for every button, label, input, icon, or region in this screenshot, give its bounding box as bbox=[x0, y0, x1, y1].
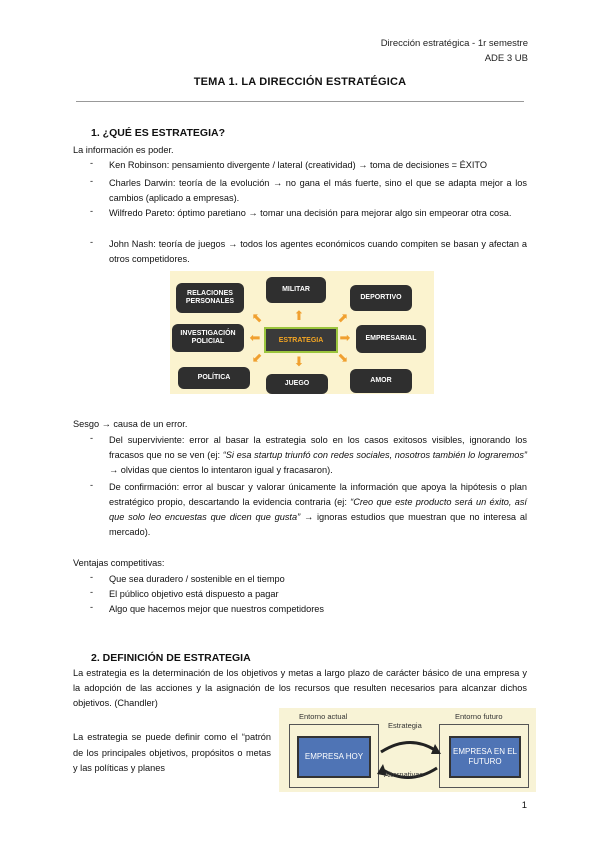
list-item: Ken Robinson: pensamiento divergente / lateral (creatividad) → toma de decisiones = ÉXITO bbox=[109, 160, 487, 170]
list-item: John Nash: teoría de juegos → todos los agentes económicos cuando compiten se basan y afectan a otros competidores. bbox=[109, 239, 527, 264]
section2-paragraph: La estrategia es la determinación de los objetivos y metas a largo plazo de carácter básico de una empresa y la adopción de las acciones y la asignación de los recursos que resulten necesarios para alcanzar dichos objetivos. (Chandler) bbox=[73, 668, 527, 708]
section1-heading: 1. ¿QUÉ ES ESTRATEGIA? bbox=[91, 127, 225, 139]
arrow-left-icon: ⬅ bbox=[249, 330, 261, 345]
arrow-down-right-icon: ⬊ bbox=[337, 350, 349, 365]
arrow-up-right-icon: ⬈ bbox=[337, 310, 349, 325]
strategy-fields-diagram bbox=[170, 271, 434, 394]
arrow-up-icon: ⬆ bbox=[293, 308, 305, 323]
ventajas-intro: Ventajas competitivas: bbox=[73, 558, 165, 568]
bullet-dash: - bbox=[90, 176, 94, 186]
box-politica: POLÍTICA bbox=[178, 367, 250, 389]
box-juego: JUEGO bbox=[266, 374, 328, 394]
box-estrategia-center: ESTRATEGIA bbox=[264, 327, 338, 353]
bullet-dash: - bbox=[90, 587, 94, 597]
section2-paragraph-2: La estrategia se puede definir como el “patrón de los principales objetivos, propósitos o metas y las políticas y planes bbox=[73, 732, 271, 773]
label-entorno-futuro: Entorno futuro bbox=[455, 712, 503, 721]
list-item: El público objetivo está dispuesto a pagar bbox=[109, 589, 279, 599]
label-estrategia: Estrategia bbox=[388, 721, 422, 730]
list-item: Charles Darwin: teoría de la evolución → no gana el más fuerte, sino el que se adapta mejor a los cambios (aplicado a empresas). bbox=[109, 178, 527, 203]
box-empresa-hoy: EMPRESA HOY bbox=[297, 736, 371, 778]
list-item: Wilfredo Pareto: óptimo paretiano → tomar una decisión para mejorar algo sin empeorar otra cosa. bbox=[109, 208, 512, 218]
list-item: De confirmación: error al buscar y valorar únicamente la información que apoya la hipótesis o plan estratégico propio, descartando la evidencia contraria (ej: “Creo que este producto será un éxito, así que solo leo encuestas que dicen que gusta” → ignoras estudios que muestran que no interesa al mercado). bbox=[109, 482, 527, 537]
bullet-dash: - bbox=[90, 158, 94, 168]
label-entorno-actual: Entorno actual bbox=[299, 712, 348, 721]
header-course: Dirección estratégica - 1r semestre bbox=[380, 38, 528, 49]
box-militar: MILITAR bbox=[266, 277, 326, 303]
box-empresarial: EMPRESARIAL bbox=[356, 325, 426, 353]
bullet-dash: - bbox=[90, 433, 94, 443]
box-empresa-futuro: EMPRESA EN EL FUTURO bbox=[449, 736, 521, 778]
bullet-dash: - bbox=[90, 480, 94, 490]
header-group: ADE 3 UB bbox=[484, 53, 528, 64]
sesgo-intro: Sesgo → causa de un error. bbox=[73, 419, 188, 429]
label-alternativas: Alternativas bbox=[384, 770, 424, 779]
curved-arrows-icon bbox=[375, 728, 443, 788]
page-title: TEMA 1. LA DIRECCIÓN ESTRATÉGICA bbox=[193, 76, 407, 88]
bullet-dash: - bbox=[90, 237, 94, 247]
bullet-dash: - bbox=[90, 602, 94, 612]
box-relaciones: RELACIONES PERSONALES bbox=[176, 283, 244, 313]
bullet-dash: - bbox=[90, 206, 94, 216]
list-item: Del superviviente: error al basar la estrategia solo en los casos exitosos visibles, ignorando los fracasos que no se ven (ej: “Si esa startup triunfó con redes sociales, nosotros también lo lograremos” → olvidas que cientos lo intentaron igual y fracasaron). bbox=[109, 435, 527, 475]
strategy-environment-diagram bbox=[279, 708, 536, 792]
arrow-down-icon: ⬇ bbox=[293, 354, 305, 369]
section2-heading: 2. DEFINICIÓN DE ESTRATEGIA bbox=[91, 652, 251, 664]
title-divider bbox=[76, 101, 524, 102]
page-number: 1 bbox=[521, 800, 527, 811]
arrow-down-left-icon: ⬋ bbox=[251, 350, 263, 365]
arrow-right-icon: ➡ bbox=[339, 330, 351, 345]
box-amor: AMOR bbox=[350, 369, 412, 393]
list-item: Que sea duradero / sostenible en el tiempo bbox=[109, 574, 285, 584]
arrow-up-left-icon: ⬉ bbox=[251, 310, 263, 325]
section1-intro: La información es poder. bbox=[73, 145, 174, 155]
box-deportivo: DEPORTIVO bbox=[350, 285, 412, 311]
list-item: Algo que hacemos mejor que nuestros competidores bbox=[109, 604, 325, 614]
box-investigacion: INVESTIGACIÓN POLICIAL bbox=[172, 324, 244, 352]
bullet-dash: - bbox=[90, 572, 94, 582]
